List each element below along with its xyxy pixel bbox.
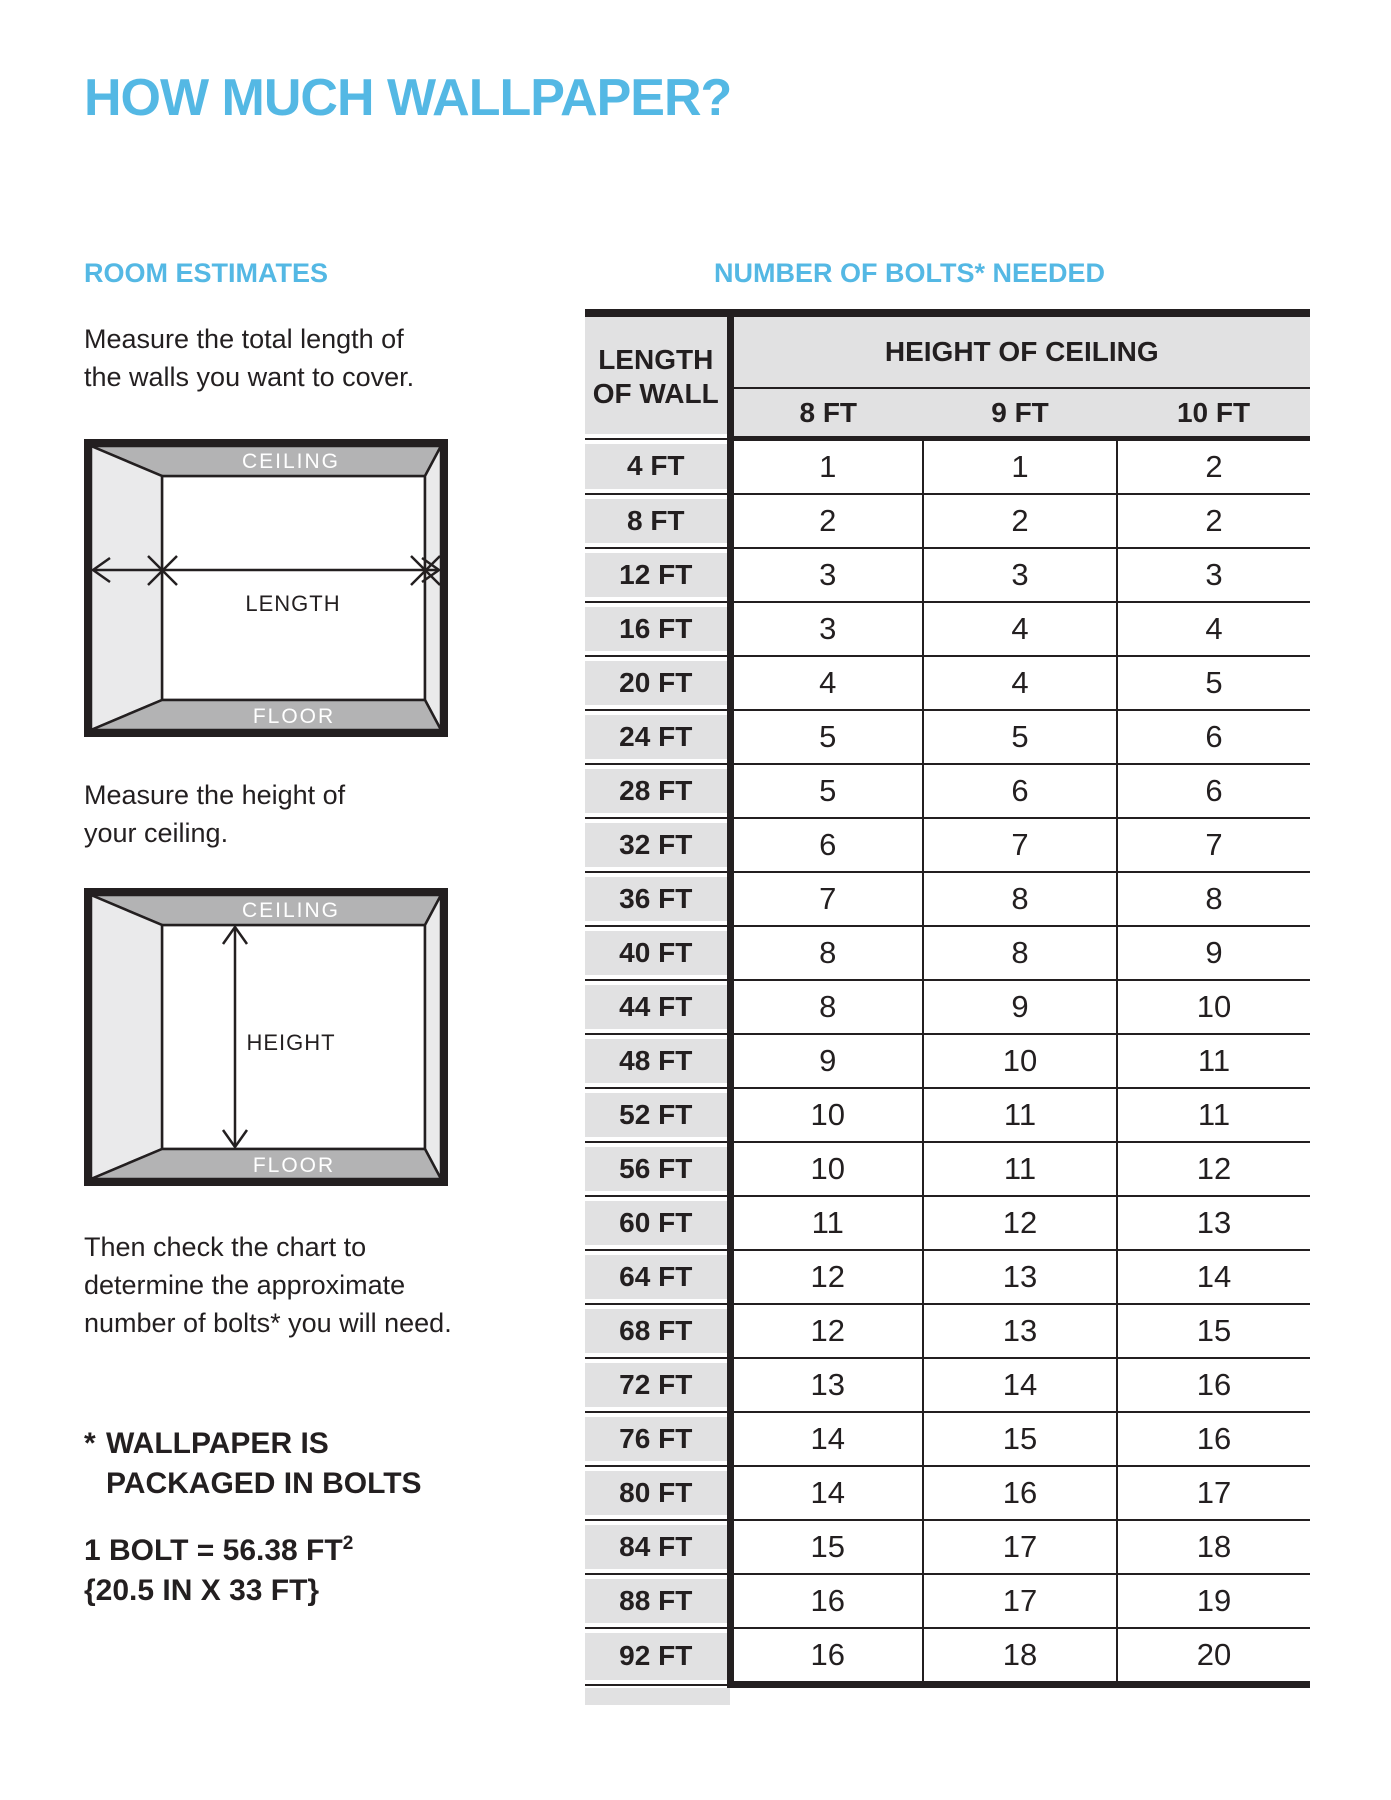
bolt-count-cell: 12: [730, 1250, 923, 1304]
ceiling-label: CEILING: [241, 899, 341, 922]
bolt-count-cell: 19: [1117, 1574, 1310, 1628]
row-label-wall-length: 68 FT: [585, 1304, 730, 1358]
bolt-count-cell: 17: [1117, 1466, 1310, 1520]
bolt-count-cell: 2: [730, 494, 923, 548]
bolt-count-cell: 13: [730, 1358, 923, 1412]
room-estimates-heading: ROOM ESTIMATES: [84, 258, 329, 288]
row-label-wall-length: 8 FT: [585, 494, 730, 548]
footnote-line: PACKAGED IN BOLTS: [106, 1467, 422, 1500]
instruction-line: your ceiling.: [84, 818, 229, 848]
table-row: [585, 872, 1310, 926]
bolt-count-cell: 5: [1117, 656, 1310, 710]
table-row: [585, 656, 1310, 710]
bolt-count-cell: 1: [923, 439, 1117, 495]
instruction-line: determine the approximate: [84, 1270, 406, 1300]
left-wall-face: [91, 895, 162, 1179]
wallpaper-bolts-footnote: [84, 1424, 422, 1504]
bolt-count-cell: 6: [923, 764, 1117, 818]
bolt-count-cell: 14: [1117, 1250, 1310, 1304]
table-row: [585, 926, 1310, 980]
bolt-count-cell: 1: [730, 439, 923, 495]
row-label-wall-length: 76 FT: [585, 1412, 730, 1466]
table-row: [585, 1304, 1310, 1358]
table-row: [585, 764, 1310, 818]
table-footer-stub: [585, 1688, 730, 1705]
bolt-count-cell: 10: [730, 1142, 923, 1196]
bolt-count-cell: 16: [1117, 1358, 1310, 1412]
table-row: [585, 980, 1310, 1034]
table-row: [585, 710, 1310, 764]
row-label-wall-length: 40 FT: [585, 926, 730, 980]
bolt-count-cell: 5: [730, 710, 923, 764]
instruction-line: Measure the height of: [84, 780, 346, 810]
table-row: [585, 1628, 1310, 1685]
bolts-table: [585, 309, 1310, 1688]
bolt-dimensions-line: {20.5 IN X 33 FT}: [84, 1574, 320, 1607]
bolt-count-cell: 8: [730, 926, 923, 980]
bolt-count-cell: 4: [923, 656, 1117, 710]
bolt-count-cell: 18: [1117, 1520, 1310, 1574]
bolt-count-cell: 13: [923, 1250, 1117, 1304]
bolt-count-cell: 3: [730, 548, 923, 602]
bolt-area-text: 1 BOLT = 56.38 FT: [84, 1534, 343, 1567]
bolt-count-cell: 11: [1117, 1088, 1310, 1142]
bolt-count-cell: 7: [1117, 818, 1310, 872]
table-row: [585, 439, 1310, 495]
length-header-line: LENGTH: [598, 344, 714, 376]
bolt-count-cell: 9: [730, 1034, 923, 1088]
instruction-measure-length: [84, 320, 414, 396]
bolt-count-cell: 11: [730, 1196, 923, 1250]
page-title: HOW MUCH WALLPAPER?: [84, 69, 732, 127]
row-label-wall-length: 88 FT: [585, 1574, 730, 1628]
table-row: [585, 1520, 1310, 1574]
squared-superscript: 2: [342, 1533, 354, 1554]
bolt-count-cell: 6: [1117, 710, 1310, 764]
bolt-count-cell: 6: [730, 818, 923, 872]
table-row: [585, 602, 1310, 656]
bolt-count-cell: 4: [730, 656, 923, 710]
bolt-count-cell: 6: [1117, 764, 1310, 818]
row-label-wall-length: 24 FT: [585, 710, 730, 764]
bolt-count-cell: 4: [1117, 602, 1310, 656]
bolt-count-cell: 10: [730, 1088, 923, 1142]
table-row: [585, 1034, 1310, 1088]
row-label-wall-length: 44 FT: [585, 980, 730, 1034]
bolt-count-cell: 12: [730, 1304, 923, 1358]
table-row: [585, 818, 1310, 872]
room-length-diagram: [84, 439, 448, 737]
length-of-wall-header: [585, 313, 730, 439]
instruction-line: Measure the total length of: [84, 324, 404, 354]
footnote-text: WALLPAPER IS: [106, 1427, 329, 1460]
bolt-count-cell: 20: [1117, 1628, 1310, 1685]
table-row: [585, 1412, 1310, 1466]
bolt-count-cell: 10: [923, 1034, 1117, 1088]
instruction-line: number of bolts* you will need.: [84, 1308, 452, 1338]
bolt-count-cell: 3: [923, 548, 1117, 602]
bolt-count-cell: 7: [923, 818, 1117, 872]
bolt-count-cell: 15: [923, 1412, 1117, 1466]
bolt-count-cell: 8: [923, 872, 1117, 926]
floor-label: FLOOR: [252, 1154, 336, 1177]
left-wall-face: [91, 446, 162, 730]
table-row: [585, 1142, 1310, 1196]
ceiling-label: CEILING: [241, 450, 341, 473]
table-row: [585, 1466, 1310, 1520]
row-label-wall-length: 52 FT: [585, 1088, 730, 1142]
bolt-count-cell: 4: [923, 602, 1117, 656]
bolt-count-cell: 8: [730, 980, 923, 1034]
bolt-size-spec: [84, 1524, 353, 1611]
row-label-wall-length: 60 FT: [585, 1196, 730, 1250]
bolt-area-line: [84, 1524, 353, 1571]
table-row: [585, 1196, 1310, 1250]
row-label-wall-length: 20 FT: [585, 656, 730, 710]
row-label-wall-length: 28 FT: [585, 764, 730, 818]
column-header-10ft: 10 FT: [1117, 388, 1310, 439]
column-header-9ft: 9 FT: [923, 388, 1117, 439]
bolt-count-cell: 11: [923, 1088, 1117, 1142]
bolt-count-cell: 17: [923, 1520, 1117, 1574]
bolt-count-cell: 10: [1117, 980, 1310, 1034]
instruction-line: the walls you want to cover.: [84, 362, 415, 392]
bolt-count-cell: 12: [923, 1196, 1117, 1250]
bolt-count-cell: 13: [1117, 1196, 1310, 1250]
bolt-count-cell: 13: [923, 1304, 1117, 1358]
bolt-count-cell: 9: [1117, 926, 1310, 980]
bolt-count-cell: 8: [1117, 872, 1310, 926]
bolt-count-cell: 2: [923, 494, 1117, 548]
table-header-row-top: [585, 313, 1310, 388]
column-header-8ft: 8 FT: [730, 388, 923, 439]
row-label-wall-length: 32 FT: [585, 818, 730, 872]
row-label-wall-length: 4 FT: [585, 439, 730, 495]
bolt-count-cell: 5: [730, 764, 923, 818]
bolt-count-cell: 16: [730, 1574, 923, 1628]
row-label-wall-length: 36 FT: [585, 872, 730, 926]
row-label-wall-length: 48 FT: [585, 1034, 730, 1088]
bolts-table-container: [585, 309, 1310, 1705]
height-label: HEIGHT: [246, 1030, 336, 1055]
table-row: [585, 1088, 1310, 1142]
bolt-count-cell: 12: [1117, 1142, 1310, 1196]
length-header-line: OF WALL: [592, 378, 719, 410]
row-label-wall-length: 12 FT: [585, 548, 730, 602]
bolt-count-cell: 16: [730, 1628, 923, 1685]
bolt-count-cell: 15: [1117, 1304, 1310, 1358]
bolt-count-cell: 3: [730, 602, 923, 656]
row-label-wall-length: 64 FT: [585, 1250, 730, 1304]
bolts-needed-heading: NUMBER OF BOLTS* NEEDED: [714, 258, 1106, 288]
row-label-wall-length: 84 FT: [585, 1520, 730, 1574]
table-row: [585, 1250, 1310, 1304]
bolt-count-cell: 15: [730, 1520, 923, 1574]
bolt-count-cell: 17: [923, 1574, 1117, 1628]
bolt-count-cell: 11: [923, 1142, 1117, 1196]
bolt-count-cell: 11: [1117, 1034, 1310, 1088]
bolt-count-cell: 9: [923, 980, 1117, 1034]
row-label-wall-length: 72 FT: [585, 1358, 730, 1412]
asterisk: *: [84, 1427, 96, 1460]
right-wall-face: [425, 446, 441, 730]
bolt-count-cell: 2: [1117, 494, 1310, 548]
table-row: [585, 548, 1310, 602]
bolt-count-cell: 18: [923, 1628, 1117, 1685]
bolt-count-cell: 14: [730, 1466, 923, 1520]
bolt-count-cell: 14: [923, 1358, 1117, 1412]
table-row: [585, 1574, 1310, 1628]
bolt-count-cell: 8: [923, 926, 1117, 980]
instruction-line: Then check the chart to: [84, 1232, 367, 1262]
row-label-wall-length: 92 FT: [585, 1628, 730, 1685]
room-height-diagram: [84, 888, 448, 1186]
length-label: LENGTH: [245, 591, 341, 616]
bolt-count-cell: 16: [923, 1466, 1117, 1520]
row-label-wall-length: 16 FT: [585, 602, 730, 656]
bolt-count-cell: 5: [923, 710, 1117, 764]
back-wall: [162, 476, 425, 700]
bolt-count-cell: 16: [1117, 1412, 1310, 1466]
row-label-wall-length: 56 FT: [585, 1142, 730, 1196]
instruction-check-chart: [84, 1228, 452, 1342]
right-wall-face: [425, 895, 441, 1179]
bolt-count-cell: 14: [730, 1412, 923, 1466]
footnote-line: [84, 1424, 422, 1464]
bolt-count-cell: 2: [1117, 439, 1310, 495]
bolt-count-cell: 3: [1117, 548, 1310, 602]
bolt-count-cell: 7: [730, 872, 923, 926]
height-of-ceiling-header: HEIGHT OF CEILING: [730, 313, 1310, 388]
table-row: [585, 1358, 1310, 1412]
row-label-wall-length: 80 FT: [585, 1466, 730, 1520]
instruction-measure-height: [84, 776, 345, 852]
table-row: [585, 494, 1310, 548]
floor-label: FLOOR: [252, 705, 336, 728]
